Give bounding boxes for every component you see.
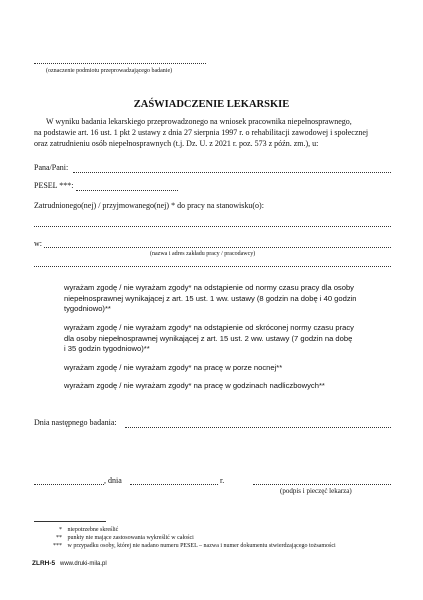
w-label: w: — [34, 239, 42, 248]
workplace-caption: (nazwa i adres zakładu pracy / pracodawcy) — [150, 251, 256, 257]
footnote-2 — [34, 535, 394, 541]
footnote-3-text: w przypadku osoby, której nie nadano numeru PESEL – nazwa i numer dokumentu stwierdzającego tożsamości — [67, 543, 336, 549]
option-2[interactable] — [64, 323, 394, 355]
position-field[interactable] — [34, 226, 391, 227]
next-exam-field[interactable] — [125, 427, 391, 428]
signature-field[interactable] — [253, 484, 391, 485]
option-4[interactable] — [64, 381, 394, 392]
date-field[interactable] — [130, 484, 218, 485]
option-1-line-3: tygodniowo)** — [64, 304, 111, 313]
option-2-line-1: wyrażam zgodę / nie wyrażam zgody* na odstąpienie od skróconej normy czasu pracy — [64, 323, 354, 332]
intro-line-3: oraz zatrudnieniu osób niepełnosprawnych (t.j. Dz. U. z 2021 r. poz. 573 z późn. zm.), u: — [34, 139, 319, 148]
footnote-1 — [34, 527, 394, 533]
workplace-field-2[interactable] — [34, 266, 391, 267]
option-2-line-3: i 35 godzin tygodniowo)** — [64, 344, 150, 353]
option-1[interactable] — [64, 283, 394, 315]
footnote-2-text: punkty nie mające zastosowania wykreślić w całości — [67, 535, 194, 541]
name-label: Pana/Pani: — [34, 163, 69, 172]
footnote-3 — [34, 543, 404, 549]
entity-caption: (oznaczenie podmiotu przeprowadzającego badanie) — [46, 68, 173, 74]
footnote-divider — [34, 521, 106, 522]
year-suffix: r. — [220, 476, 225, 485]
next-exam-label: Dnia następnego badania: — [34, 418, 117, 427]
option-3[interactable] — [64, 363, 394, 374]
intro-line-2: na podstawie art. 16 ust. 1 pkt 2 ustawy z dnia 27 sierpnia 1997 r. o rehabilitacji zawodowej i społecznej — [34, 128, 369, 137]
signature-caption: (podpis i pieczęć lekarza) — [280, 487, 352, 495]
employment-label: Zatrudnionego(nej) / przyjmowanego(nej) * do pracy na stanowisku(o): — [34, 201, 264, 210]
form-code: ZLRH-5 — [32, 560, 56, 567]
intro-line-1: W wyniku badania lekarskiego przeprowadzonego na wniosek pracownika niepełnosprawnego, — [46, 117, 352, 126]
pesel-field[interactable] — [76, 190, 178, 191]
document-title: ZAŚWIADCZENIE LEKARSKIE — [133, 99, 290, 110]
place-field[interactable] — [34, 484, 104, 485]
option-3-line-1: wyrażam zgodę / nie wyrażam zgody* na pracę w porze nocnej** — [64, 363, 283, 372]
footnote-1-text: niepotrzebne skreślić — [67, 527, 119, 533]
website-link[interactable]: www.druki-mila.pl — [60, 561, 107, 567]
name-field[interactable] — [73, 172, 391, 173]
footnote-1-mark: * — [59, 527, 62, 533]
option-2-line-2: dla osoby niepełnosprawnej wynikającej z art. 15 ust. 2 ww. ustawy (7 godzin na dobę — [64, 333, 353, 343]
option-1-line-1: wyrażam zgodę / nie wyrażam zgody* na odstąpienie od normy czasu pracy dla osoby — [64, 283, 354, 292]
workplace-field-1[interactable] — [44, 247, 391, 248]
footnote-3-mark: *** — [53, 543, 62, 549]
footnote-2-mark: ** — [56, 535, 62, 541]
entity-line[interactable] — [34, 63, 206, 64]
option-1-line-2: niepełnosprawnej wynikającej z art. 15 ust. 1 ww. ustawy (8 godzin na dobę i 40 godzin — [64, 293, 357, 303]
pesel-label: PESEL ***: — [34, 181, 74, 190]
date-label: , dnia — [104, 476, 122, 485]
option-4-line-1: wyrażam zgodę / nie wyrażam zgody* na pracę w godzinach nadliczbowych** — [64, 381, 325, 390]
